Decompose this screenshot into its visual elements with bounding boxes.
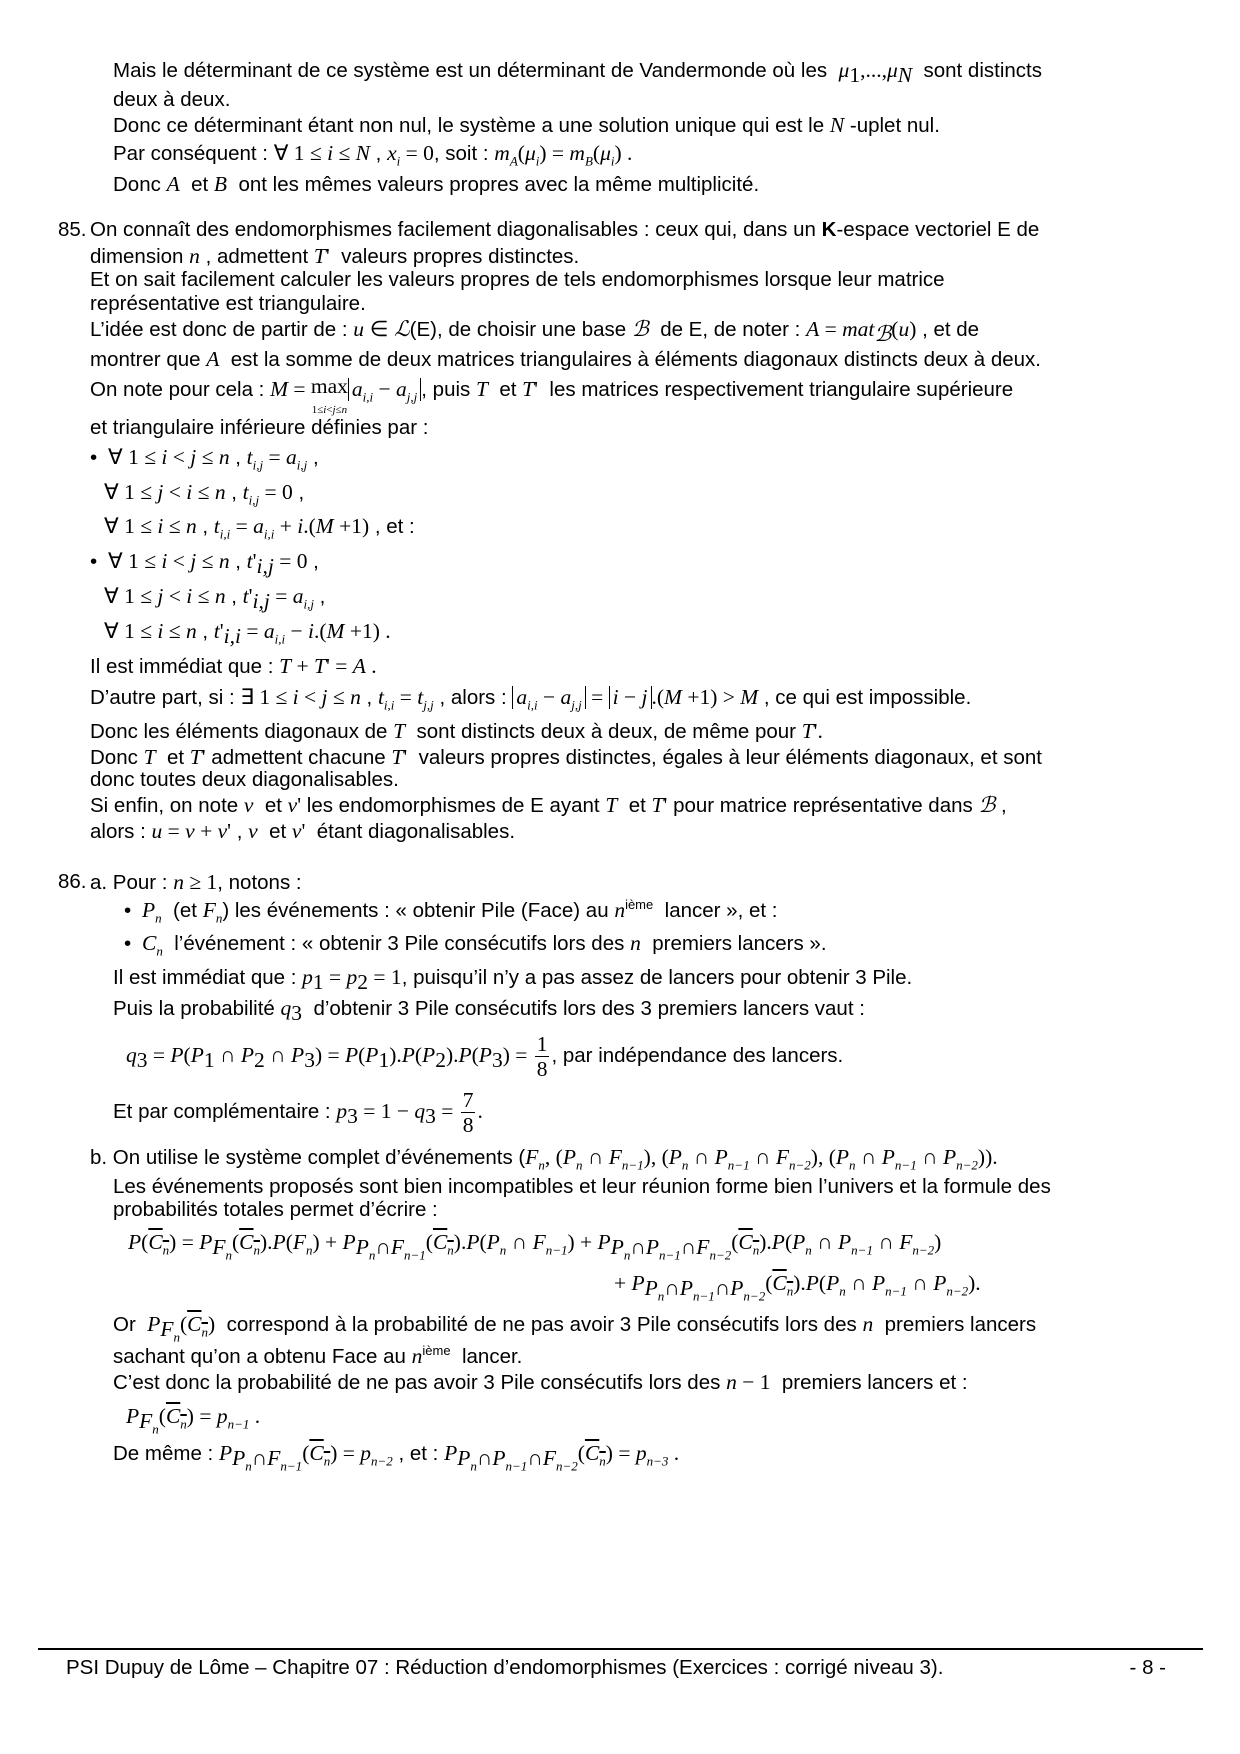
page-number: - 8 - (1129, 1656, 1166, 1679)
text-line: D’autre part, si : ∃ 1 ≤ i < j ≤ n , $t_{i,i} = t_{j,j}$ , alors : $a_{i,i} - a_{j,j} = i - j$ .(M +1) > M , ce qui est impossible. (90, 685, 972, 713)
text-line: Les événements proposés sont bien incompatibles et leur réunion forme bien l’univers et la formule des (113, 1175, 1051, 1198)
text-line: a. Pour : n ≥ 1, notons : (90, 870, 302, 894)
text-line: Puis la probabilité $q_3$ d’obtenir 3 Pile consécutifs lors des 3 premiers lancers vaut : (113, 996, 865, 1026)
text-line: Donc T et T' admettent chacune T' valeurs propres distinctes, égales à leur éléments diagonaux, et sont (90, 745, 1042, 769)
math-line: ∀ 1 ≤ i ≤ n , $t_{i,i} = a_{i,i} + i.(M +1)$ , et : (104, 514, 415, 542)
math-line: ∀ 1 ≤ j < i ≤ n , $t_{i,j} = 0$ , (104, 480, 305, 508)
math-line: $P_{F_n}(C_n) = p_{n-1}$ . (126, 1404, 261, 1437)
exercise-number-85: 85. (58, 218, 87, 241)
text-line: deux à deux. (113, 88, 231, 111)
math-line: $q_3 = P(P_1$ ∩ $P_2$ ∩ $P_3) = P(P_1).P(P_2).P(P_3)$ = $\frac{1}{8}$ , par indépendance des lancers. (126, 1032, 844, 1082)
text-line: sachant qu’on a obtenu Face au $n^{ième}$ lancer. (113, 1343, 523, 1368)
text-line: De même : $P_{P_n\cap F_{n-1}}(C_n) = p_{n-2}$ , et : $P_{P_n\cap P_{n-1}\cap F_{n-2}}(C_n) = p_{n-3}$ . (113, 1441, 680, 1474)
text-line: C’est donc la probabilité de ne pas avoir 3 Pile consécutifs lors des n − 1 premiers lancers et : (113, 1370, 968, 1394)
text-line: Donc A et B ont les mêmes valeurs propres avec la même multiplicité. (113, 172, 760, 196)
math-line: + $P_{P_n\cap P_{n-1}\cap P_{n-2}}(C_n).P(P_n$ ∩ $P_{n-1}$ ∩ $P_{n-2}$). (614, 1271, 981, 1304)
text-line: représentative est triangulaire. (90, 292, 366, 315)
math-line: ∀ 1 ≤ j < i ≤ n , $t'_{i,j} = a_{i,j}$ , (104, 584, 326, 614)
list-item: • $C_n$ l’événement : « obtenir 3 Pile consécutifs lors des n premiers lancers ». (124, 931, 827, 959)
exercise-number-86: 86. (58, 870, 87, 893)
math-line: $P(C_n) = P_{F_n}(C_n).P(F_n) + P_{P_n\cap F_{n-1}}(C_n).P(P_n$ ∩ $F_{n-1}) + P_{P_n\cap P_{n-1}\cap F_{n-2}}(C_n).P(P_n$ ∩ $P_{n-1}$ ∩ $F_{n-2}$) (128, 1230, 942, 1263)
text-line: Donc ce déterminant étant non nul, le système a une solution unique qui est le N -uplet nul. (113, 113, 940, 137)
text-line: et triangulaire inférieure définies par : (90, 416, 429, 439)
text-line: On connaît des endomorphismes facilement diagonalisables : ceux qui, dans un K-espace vectoriel E de (90, 218, 1040, 241)
text-line: Si enfin, on note v et v' les endomorphismes de E ayant T et T' pour matrice représentative dans ℬ , (90, 793, 1007, 818)
math-line: Et par complémentaire : $p_3 = 1 - q_3$ = $\frac{7}{8}$ . (113, 1088, 483, 1138)
page-footer (66, 1656, 1166, 1680)
math-line: • ∀ 1 ≤ i < j ≤ n , $t_{i,j} = a_{i,j}$ , (90, 445, 319, 473)
text-line: Mais le déterminant de ce système est un déterminant de Vandermonde où les $\mu_1,...,\mu_N$ sont distincts (113, 58, 1042, 88)
text-line: Or $P_{F_n}(C_n)$ correspond à la probabilité de ne pas avoir 3 Pile consécutifs lors des n premiers lancers (113, 1312, 1037, 1345)
text-line: Il est immédiat que : T + T' = A . (90, 654, 377, 678)
text-line: On note pour cela : M = max $1\le i<j\le na_{i,i} - a_{j,j}$ , puis T et T' les matrices respectivement triangulaire supérieure (90, 374, 1014, 416)
text-line: dimension n , admettent T' valeurs propres distinctes. (90, 244, 580, 268)
math-line: • ∀ 1 ≤ i < j ≤ n , $t'_{i,j} = 0$ , (90, 549, 319, 579)
text-line: probabilités totales permet d’écrire : (113, 1198, 438, 1221)
text-line: Donc les éléments diagonaux de T sont distincts deux à deux, de même pour T'. (90, 719, 823, 743)
text-line: donc toutes deux diagonalisables. (90, 768, 399, 791)
list-item: • $P_n$ (et $F_n$) les événements : « obtenir Pile (Face) au $n^{ième}$ lancer », et : (124, 897, 778, 926)
text-line: b. On utilise le système complet d’événements ($F_n$, ($P_n$ ∩ $F_{n-1}$), ($P_n$ ∩ $P_{n-1}$ ∩ $F_{n-2}$), ($P_n$ ∩ $P_{n-1}$ ∩ $P_{n-2}$)). (90, 1145, 998, 1173)
text-line: alors : u = v + v' , v et v' étant diagonalisables. (90, 819, 516, 843)
text-line: L’idée est donc de partir de : u ∈ ℒ(E), de choisir une base ℬ de E, de noter : A = mat$_ℬ$(u) , et de (90, 317, 980, 347)
math-line: ∀ 1 ≤ i ≤ n , $t'_{i,i} = a_{i,i} - i.(M +1)$ . (104, 619, 391, 649)
text-line: Il est immédiat que : $p_1 = p_2 = 1$, puisqu’il n’y a pas assez de lancers pour obtenir 3 Pile. (113, 965, 913, 995)
text-line: montrer que A est la somme de deux matrices triangulaires à éléments diagonaux distincts deux à deux. (90, 347, 1041, 371)
footer-rule (38, 1648, 1203, 1650)
footer-title: PSI Dupuy de Lôme – Chapitre 07 : Réduction d’endomorphismes (Exercices : corrigé niveau 3). (66, 1656, 944, 1679)
text-line: Et on sait facilement calculer les valeurs propres de tels endomorphismes lorsque leur matrice (90, 268, 945, 291)
text-line: Par conséquent : ∀ 1 ≤ i ≤ N , $x_i = 0$, soit : $m_A(\mu_i) = m_B(\mu_i)$ . (113, 141, 633, 169)
